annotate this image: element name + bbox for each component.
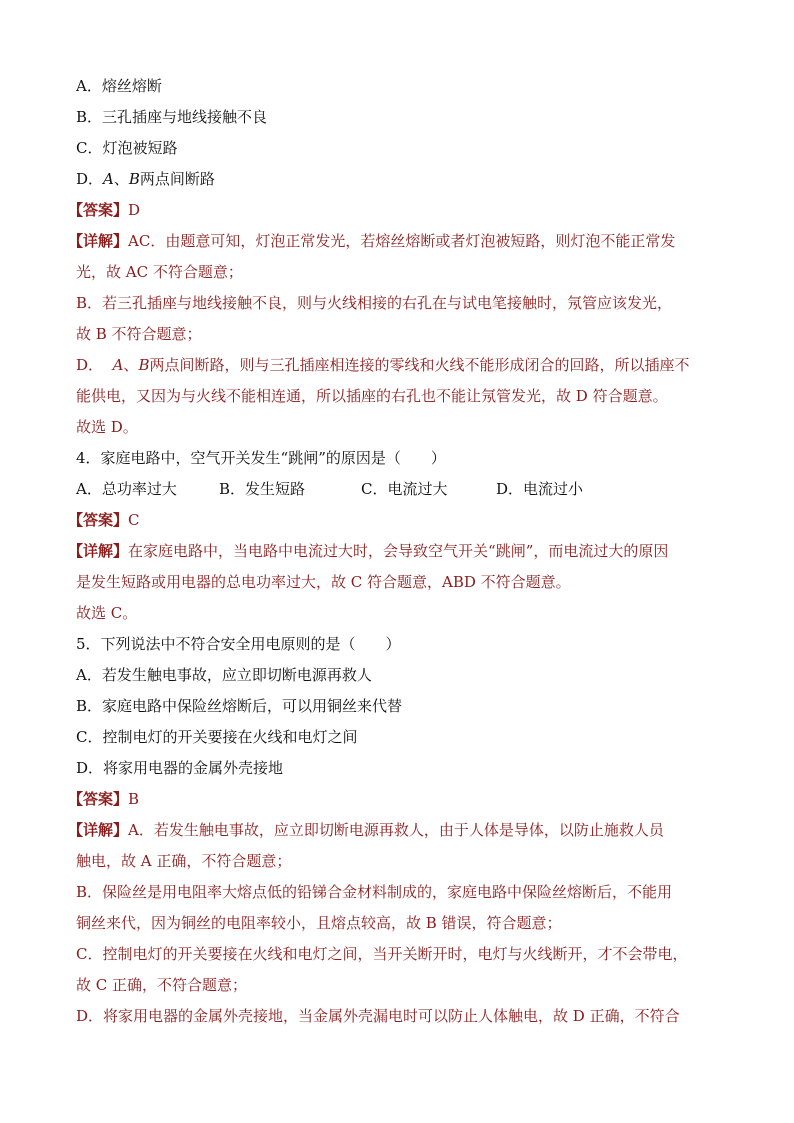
q5-option-b: B．家庭电路中保险丝熔断后，可以用铜丝来代替 <box>76 697 403 715</box>
q4-answer <box>68 510 726 541</box>
separator: 、 <box>113 170 129 188</box>
q4-option-a: A．总功率过大 <box>76 480 177 498</box>
q4-conclusion: 故选 C。 <box>76 604 138 622</box>
q5-option-a: A．若发生触电事故，应立即切断电源再救人 <box>76 666 372 684</box>
answer-value: C <box>128 511 140 529</box>
q3-detail-line-4: 故 B 不符合题意； <box>76 325 202 343</box>
q3-detail-line-1: 【详解】AC．由题意可知，灯泡正常发光，若熔丝熔断或者灯泡被短路，则灯泡不能正常发 <box>68 232 676 250</box>
answer-tag: 【答案】 <box>68 201 129 219</box>
point-b: B <box>128 170 140 188</box>
q4-options-row <box>76 479 726 510</box>
option-prefix: D． <box>76 170 104 188</box>
q3-answer <box>68 200 726 231</box>
q3-option-c: C．灯泡被短路 <box>76 139 178 157</box>
q3-detail-line-2: 光，故 AC 不符合题意； <box>76 263 243 281</box>
option-text: 两点间断路 <box>139 170 215 188</box>
answer-tag: 【答案】 <box>68 790 129 808</box>
q5-option-c: C．控制电灯的开关要接在火线和电灯之间 <box>76 728 358 746</box>
question-document <box>68 76 726 1037</box>
detail-tag: 【详解】 <box>68 542 129 560</box>
answer-value: D <box>128 201 141 219</box>
q4-detail-line-1: 【详解】在家庭电路中，当电路中电流过大时，会导致空气开关“跳闸”，而电流过大的原因 <box>68 542 669 560</box>
q5-answer <box>68 789 726 820</box>
answer-value: B <box>128 790 140 808</box>
q5-stem: 5．下列说法中不符合安全用电原则的是（ ） <box>76 635 401 653</box>
q4-option-c: C．电流过大 <box>361 480 448 498</box>
detail-tag: 【详解】 <box>68 232 129 250</box>
q5-detail-line-5: C．控制电灯的开关要接在火线和电灯之间，当开关断开时，电灯与火线断开，才不会带电， <box>76 945 688 963</box>
q5-detail-line-4: 铜丝来代，因为铜丝的电阻率较小，且熔点较高，故 B 错误，符合题意； <box>76 914 562 932</box>
q4-option-d: D．电流过小 <box>496 480 584 498</box>
q4-detail-line-2: 是发生短路或用电器的总电功率过大，故 C 符合题意，ABD 不符合题意。 <box>76 573 571 591</box>
q5-option-d: D．将家用电器的金属外壳接地 <box>76 759 284 777</box>
q5-detail-line-3: B．保险丝是用电阻率大熔点低的铅锑合金材料制成的，家庭电路中保险丝熔断后，不能用 <box>76 883 673 901</box>
q3-detail-line-3: B．若三孔插座与地线接触不良，则与火线相接的右孔在与试电笔接触时，氖管应该发光， <box>76 294 673 312</box>
detail-tag: 【详解】 <box>68 821 129 839</box>
q4-option-b: B．发生短路 <box>219 480 306 498</box>
q5-detail-line-2: 触电，故 A 正确，不符合题意； <box>76 852 292 870</box>
q5-detail-line-6: 故 C 正确，不符合题意； <box>76 976 248 994</box>
q5-detail-line-1: 【详解】A．若发生触电事故，应立即切断电源再救人，由于人体是导体，以防止施救人员 <box>68 821 664 839</box>
point-a: A <box>103 170 114 188</box>
q4-stem: 4．家庭电路中，空气开关发生“跳闸”的原因是（ ） <box>76 449 446 467</box>
answer-tag: 【答案】 <box>68 511 129 529</box>
q5-detail-line-7: D．将家用电器的金属外壳接地，当金属外壳漏电时可以防止人体触电，故 D 正确，不符合 <box>76 1007 680 1025</box>
q3-option-d <box>76 169 726 200</box>
q3-conclusion: 故选 D。 <box>76 418 138 436</box>
q3-detail-line-5: D． A、B两点间断路，则与三孔插座相连接的零线和火线不能形成闭合的回路，所以插座不 <box>76 356 690 374</box>
q3-option-a: A．熔丝熔断 <box>76 77 162 95</box>
q3-option-b: B．三孔插座与地线接触不良 <box>76 108 268 126</box>
q3-detail-line-6: 能供电，又因为与火线不能相连通，所以插座的右孔也不能让氖管发光，故 D 符合题意。 <box>76 387 668 405</box>
